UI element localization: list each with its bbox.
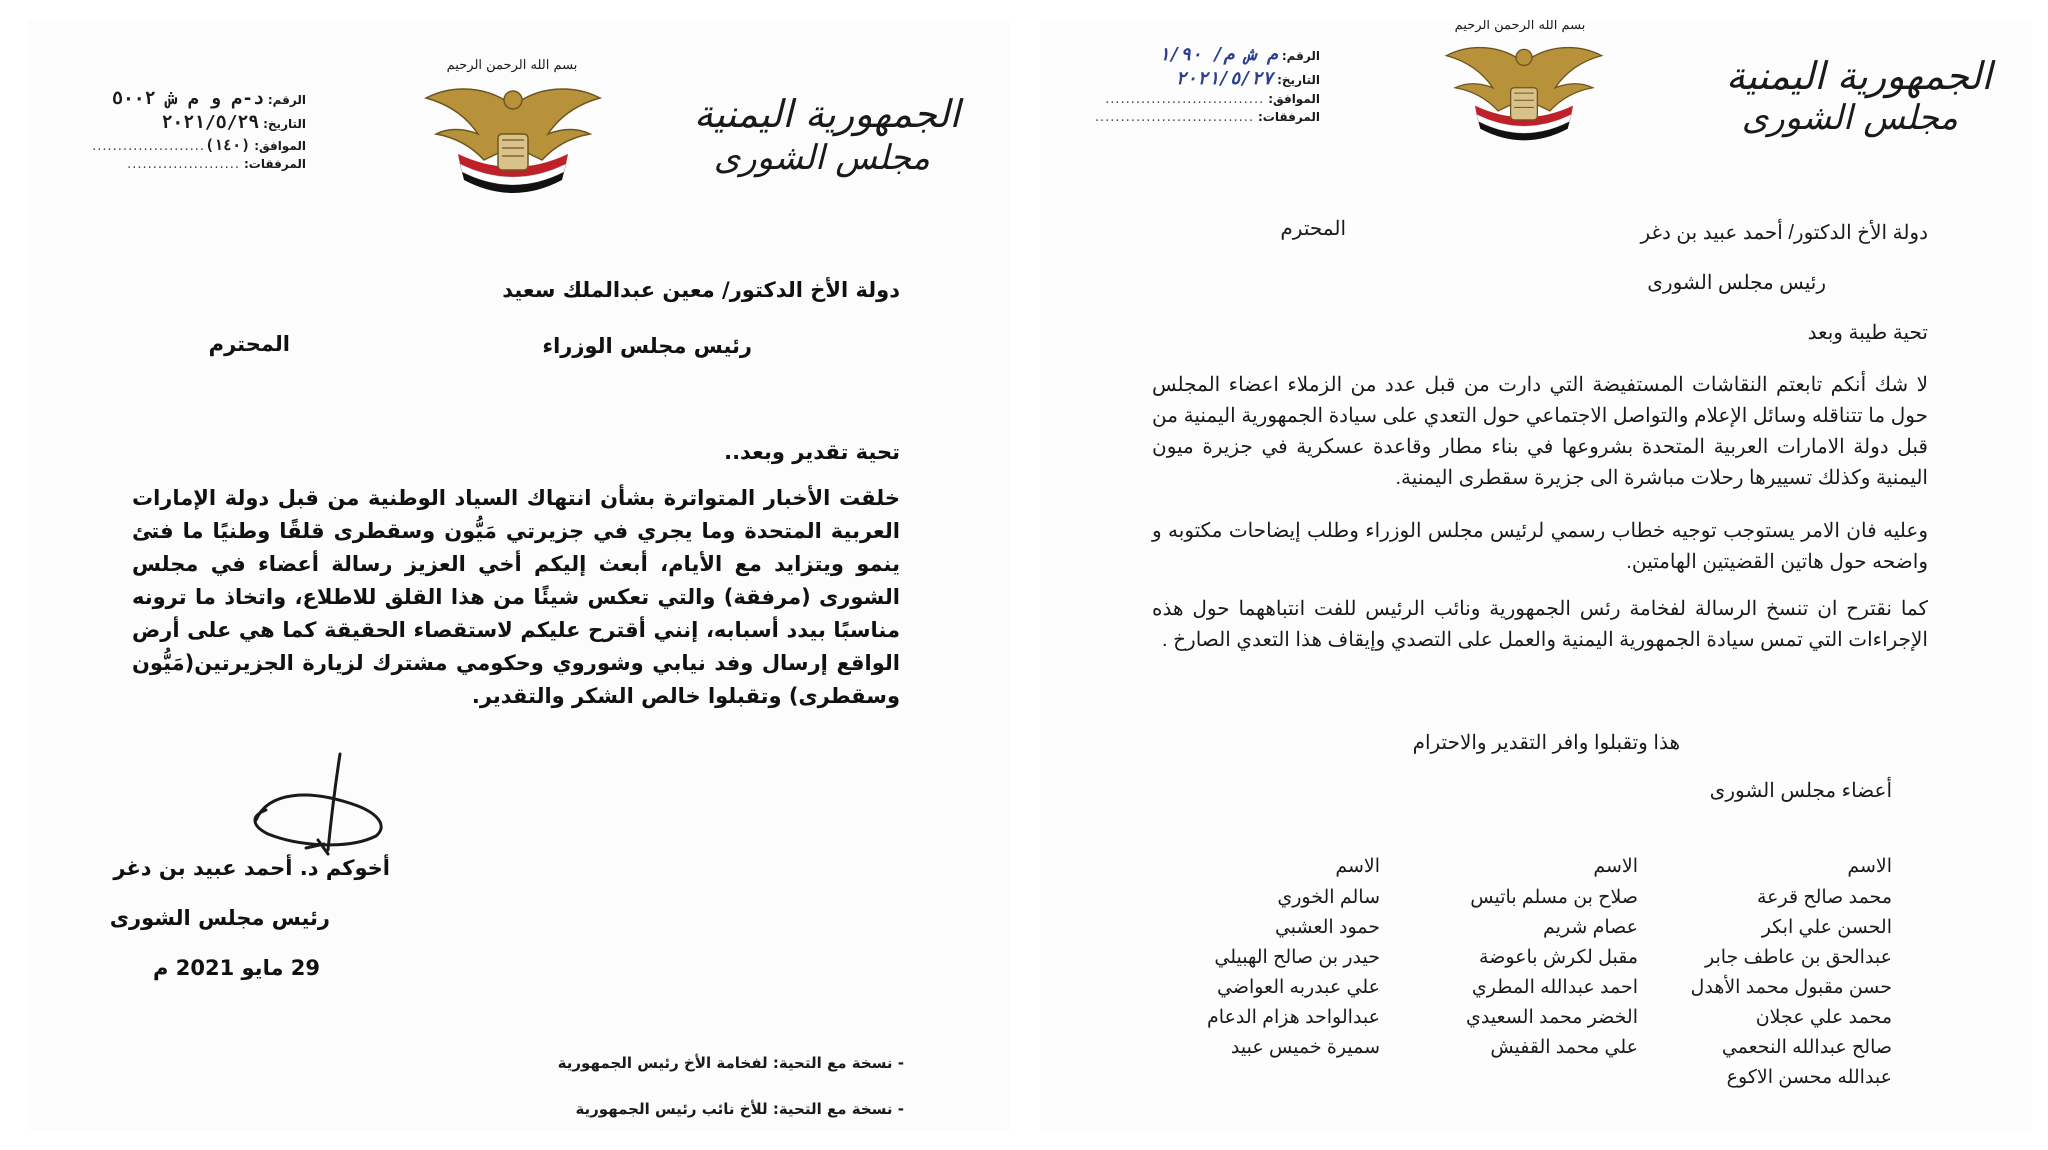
left-letter-date: 29 مايو 2021 م bbox=[153, 956, 320, 980]
left-signoff: أخوكم د. أحمد عبيد بن دغر bbox=[113, 856, 390, 880]
member-name: سالم الخوري bbox=[1277, 887, 1380, 908]
left-ref-value: د-م و م ش ٥٠٠٢ bbox=[112, 88, 264, 109]
left-approval-dots: ...................... bbox=[92, 139, 206, 154]
right-basmala: بسم الله الرحمن الرحيم bbox=[1454, 20, 1586, 33]
left-council-name: مجلس الشورى bbox=[713, 138, 930, 178]
right-closing: هذا وتقبلوا وافر التقدير والاحترام bbox=[1412, 732, 1680, 754]
left-ref-label: الرقم: bbox=[267, 93, 306, 107]
member-name: محمد علي عجلان bbox=[1755, 1007, 1892, 1028]
page-gutter bbox=[1012, 0, 1038, 1150]
name-column-header: الاسم bbox=[1335, 856, 1380, 877]
signatories-column-2 bbox=[1466, 852, 1638, 1063]
left-addressee-title: رئيس مجلس الوزراء bbox=[542, 334, 752, 358]
member-name: علي عبدربه العواضي bbox=[1216, 977, 1380, 998]
signatories-column-1 bbox=[1691, 852, 1892, 1093]
left-approval-label: الموافق: bbox=[254, 139, 306, 153]
right-honorific: المحترم bbox=[1280, 218, 1346, 240]
right-republic-name: الجمهورية اليمنية bbox=[1725, 54, 1992, 98]
left-eagle-emblem-icon bbox=[418, 76, 608, 206]
right-ref-value: م ش م/ ١/٩٠ bbox=[1158, 44, 1278, 65]
member-name: سميرة خميس عبيد bbox=[1230, 1037, 1380, 1058]
left-cc-line-2: - نسخة مع التحية: للأخ نائب رئيس الجمهورية bbox=[575, 1100, 904, 1118]
member-name: حيدر بن صالح الهبيلي bbox=[1214, 947, 1380, 968]
right-reference-block bbox=[1080, 44, 1320, 128]
member-name: صلاح بن مسلم باتيس bbox=[1470, 887, 1638, 908]
left-body-paragraph: خلقت الأخبار المتواترة بشأن انتهاك السياد الوطنية من قبل دولة الإمارات العربية المتحدة وما يجري في جزيرتي مَيُّون وسقطرى قلقًا وطنيًا ما فتئ ينمو ويتزايد مع الأيام، أبعث إليكم أخي العزيز رسالة أعضاء في مجلس الشورى (مرفقة) والتي تعكس شيئًا من هذا القلق للاطلاع، واتخاذ ما ترونه مناسبًا بيدد أسبابه، إنني أقترح عليكم لاستقصاء الحقيقة كما هي على أرض الواقع إرسال وفد نيابي وشوروي وحكومي مشترك لزيارة الجزيرتين(مَيُّون وسقطرى) وتقبلوا خالص الشكر والتقدير. bbox=[132, 486, 900, 708]
right-eagle-emblem-icon bbox=[1436, 36, 1612, 152]
member-name: احمد عبدالله المطري bbox=[1471, 977, 1638, 998]
member-name: حسن مقبول محمد الأهدل bbox=[1690, 977, 1892, 998]
left-attachments-dots: ...................... bbox=[127, 157, 240, 172]
right-signatories-title: أعضاء مجلس الشورى bbox=[1709, 780, 1892, 802]
member-name: عصام شريم bbox=[1543, 917, 1638, 938]
right-council-name: مجلس الشورى bbox=[1741, 98, 1958, 138]
left-republic-title bbox=[694, 92, 960, 178]
left-ref-row bbox=[66, 88, 306, 109]
left-honorific: المحترم bbox=[208, 332, 290, 356]
right-attachments-label: المرفقات: bbox=[1258, 110, 1320, 124]
left-republic-name: الجمهورية اليمنية bbox=[693, 92, 960, 136]
member-name: حمود العشبي bbox=[1274, 917, 1380, 938]
member-name: صالح عبدالله النحعمي bbox=[1721, 1037, 1892, 1058]
left-approval-row bbox=[66, 136, 306, 154]
member-name: علي محمد القفيش bbox=[1490, 1037, 1638, 1058]
left-date-row bbox=[66, 112, 306, 133]
right-approval-label: الموافق: bbox=[1268, 92, 1320, 106]
member-name: عبدالله محسن الاكوع bbox=[1726, 1067, 1892, 1088]
name-column-header: الاسم bbox=[1847, 856, 1892, 877]
right-paragraph-2: وعليه فان الامر يستوجب توجيه خطاب رسمي لرئيس مجلس الوزراء وطلب إيضاحات مكتوبه و واضحه حول هاتين القضيتين الهامتين. bbox=[1152, 520, 1928, 573]
left-addressee: دولة الأخ الدكتور/ معين عبدالملك سعيد bbox=[502, 278, 900, 302]
left-attachments-label: المرفقات: bbox=[244, 157, 306, 171]
right-paragraph-1: لا شك أنكم تابعتم النقاشات المستفيضة التي دارت من قبل عدد من الزملاء اعضاء المجلس حول ما تتناقله وسائل الإعلام والتواصل الاجتماعي حول التعدي على سيادة الجمهورية اليمنية من قبل دولة الامارات العربية المتحدة بشروعها في بناء مطار وقاعدة عسكرية في جزيرة ميون اليمنية وكذلك تسييرها رحلات مباشرة الى جزيرة سقطرى اليمنية. bbox=[1152, 374, 1928, 489]
right-approval-row bbox=[1080, 92, 1320, 107]
right-paragraph-3: كما نقترح ان تنسخ الرسالة لفخامة رئس الجمهورية ونائب الرئيس للفت انتباههما حول هذه الإجراءات التي تمس سيادة الجمهورية اليمنية والعمل على التصدي وإيقاف هذا التعدي الصارخ . bbox=[1152, 598, 1928, 651]
member-name: محمد صالح قرعة bbox=[1756, 887, 1892, 908]
right-date-row bbox=[1080, 68, 1320, 89]
right-addressee-title: رئيس مجلس الشورى bbox=[1647, 272, 1826, 294]
left-basmala: بسم الله الرحمن الرحيم bbox=[446, 58, 578, 73]
right-addressee: دولة الأخ الدكتور/ أحمد عبيد بن دغر bbox=[1640, 222, 1928, 244]
right-letter bbox=[1040, 20, 2032, 1130]
left-date-label: التاريخ: bbox=[263, 117, 306, 131]
right-date-label: التاريخ: bbox=[1277, 73, 1320, 87]
left-signoff-title: رئيس مجلس الشورى bbox=[109, 906, 330, 930]
left-approval-value: (١٤٠) bbox=[205, 136, 251, 154]
right-approval-dots: ............................... bbox=[1105, 92, 1265, 107]
right-republic-title bbox=[1726, 54, 1992, 138]
right-attachments-row bbox=[1080, 110, 1320, 125]
left-date-value: ٢٠٢١/٥/٢٩ bbox=[161, 112, 260, 133]
left-letter bbox=[28, 20, 1010, 1130]
right-date-value: ٢٠٢١/٥/٢٧ bbox=[1175, 68, 1274, 89]
left-signature-icon bbox=[228, 750, 408, 870]
left-reference-block bbox=[66, 88, 306, 175]
right-greeting: تحية طيبة وبعد bbox=[1807, 322, 1928, 344]
signatories-column-3 bbox=[1207, 852, 1380, 1063]
member-name: الحسن علي ابكر bbox=[1761, 917, 1892, 938]
name-column-header: الاسم bbox=[1593, 856, 1638, 877]
member-name: الخضر محمد السعيدي bbox=[1465, 1007, 1638, 1028]
right-ref-label: الرقم: bbox=[1281, 49, 1320, 63]
left-attachments-row bbox=[66, 157, 306, 172]
right-attachments-dots: ............................... bbox=[1094, 110, 1254, 125]
member-name: مقبل لكرش باعوضة bbox=[1479, 947, 1638, 968]
member-name: عبدالحق بن عاطف جابر bbox=[1704, 947, 1892, 968]
right-ref-row bbox=[1080, 44, 1320, 65]
member-name: عبدالواحد هزام الدعام bbox=[1207, 1007, 1380, 1028]
left-greeting: تحية تقدير وبعد.. bbox=[724, 440, 900, 464]
left-cc-line-1: - نسخة مع التحية: لفخامة الأخ رئيس الجمهورية bbox=[557, 1054, 904, 1072]
